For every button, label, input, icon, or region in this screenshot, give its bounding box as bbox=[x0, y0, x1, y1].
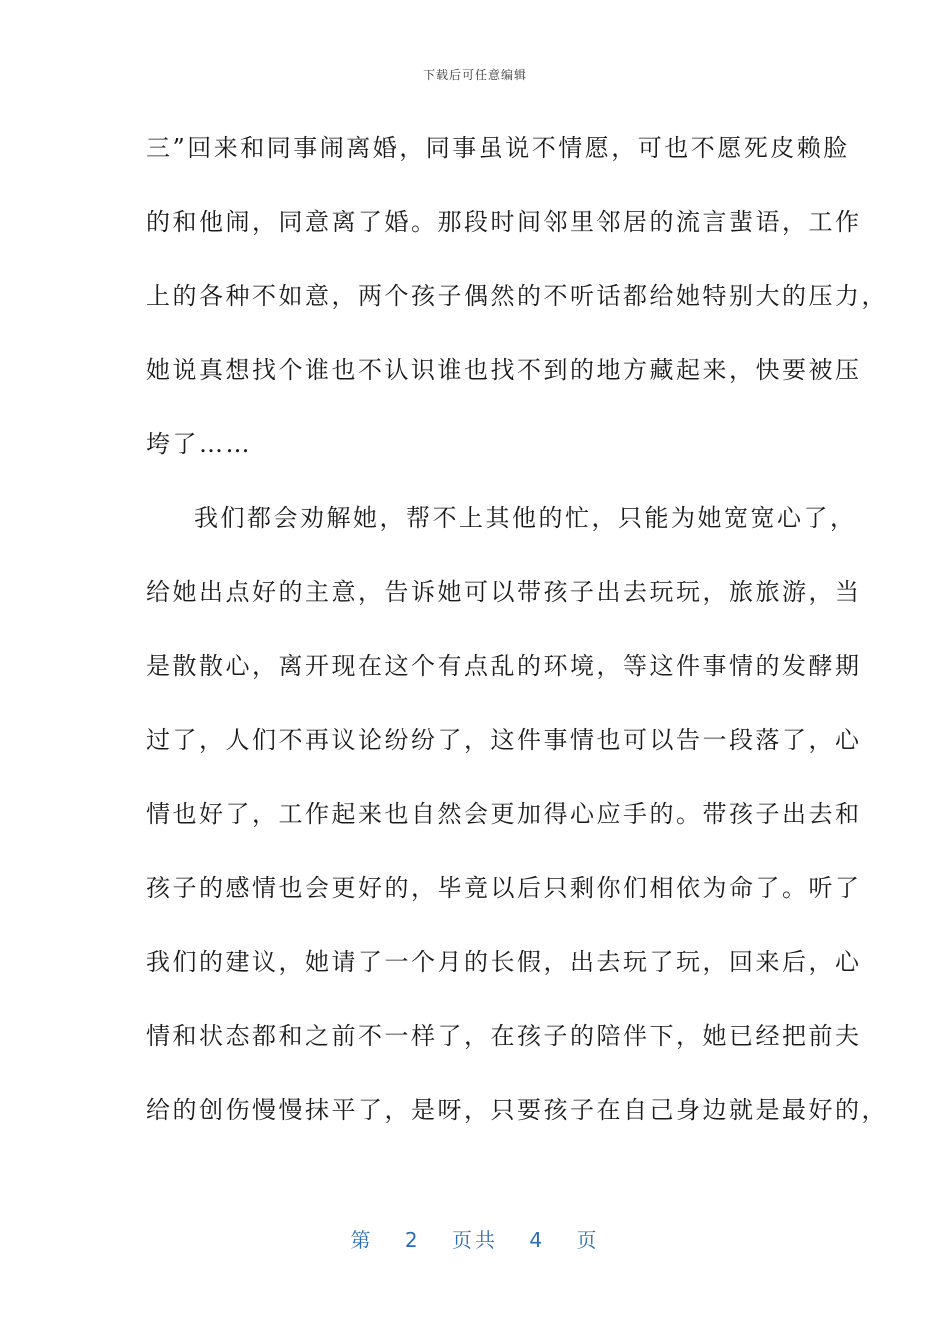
text-line: 情和状态都和之前不一样了，在孩子的陪伴下，她已经把前夫 bbox=[146, 1022, 862, 1050]
document-body bbox=[146, 118, 888, 1154]
page-footer bbox=[0, 1224, 950, 1253]
text-line: 垮了…… bbox=[146, 430, 252, 458]
text-line: 的和他闹，同意离了婚。那段时间邻里邻居的流言蜚语，工作 bbox=[146, 208, 862, 236]
text-line: 是散散心，离开现在这个有点乱的环境，等这件事情的发酵期 bbox=[146, 652, 862, 680]
page-header: 下载后可任意编辑 bbox=[422, 68, 527, 82]
page-label-prefix: 第 bbox=[350, 1228, 374, 1252]
page-label-suffix: 页 bbox=[576, 1228, 600, 1252]
text-line: 上的各种不如意，两个孩子偶然的不听话都给她特别大的压力， bbox=[146, 282, 888, 310]
text-line: 给她出点好的主意，告诉她可以带孩子出去玩玩，旅旅游，当 bbox=[146, 578, 862, 606]
total-pages: 4 bbox=[529, 1228, 546, 1252]
text-line: 孩子的感情也会更好的，毕竟以后只剩你们相依为命了。听了 bbox=[146, 874, 862, 902]
text-line: 三”回来和同事闹离婚，同事虽说不情愿，可也不愿死皮赖脸 bbox=[146, 134, 850, 162]
text-line: 给的创伤慢慢抹平了，是呀，只要孩子在自己身边就是最好的， bbox=[146, 1096, 888, 1124]
page-number: 2 bbox=[404, 1228, 421, 1252]
paragraph-start-line: 我们都会劝解她，帮不上其他的忙，只能为她宽宽心了， bbox=[194, 504, 857, 532]
page-label-mid: 页共 bbox=[452, 1228, 498, 1252]
text-line: 我们的建议，她请了一个月的长假，出去玩了玩，回来后，心 bbox=[146, 948, 862, 976]
text-line: 过了，人们不再议论纷纷了，这件事情也可以告一段落了，心 bbox=[146, 726, 862, 754]
text-line: 她说真想找个谁也不认识谁也找不到的地方藏起来，快要被压 bbox=[146, 356, 862, 384]
text-line: 情也好了，工作起来也自然会更加得心应手的。带孩子出去和 bbox=[146, 800, 862, 828]
